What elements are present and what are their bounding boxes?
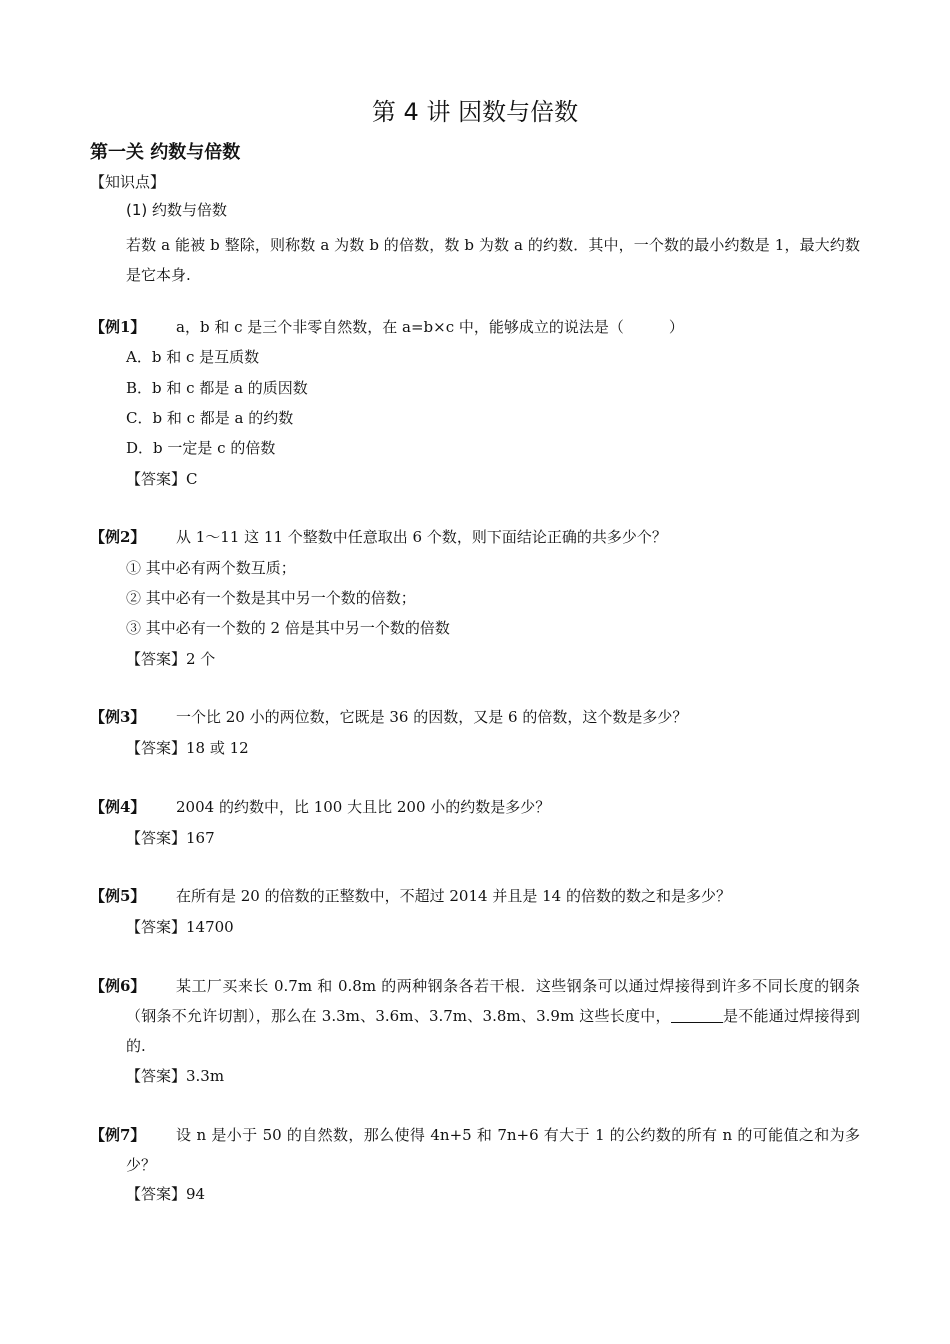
knowledge-text: 若数 a 能被 b 整除，则称数 a 为数 b 的倍数，数 b 为数 a 的约数．其中，一个数的最小约数是 1，最大约数是它本身.	[126, 236, 860, 284]
example-5-answer: 【答案】14700	[126, 918, 234, 936]
knowledge-label: 【知识点】	[90, 173, 166, 191]
example-1-option-d: D．b 一定是 c 的倍数	[126, 439, 276, 457]
example-4-question: 2004 的约数中，比 100 大且比 200 小的约数是多少？	[176, 798, 551, 816]
example-2-answer: 【答案】2 个	[126, 650, 216, 668]
example-2-label: 【例2】	[90, 528, 146, 546]
example-5-question: 在所有是 20 的倍数的正整数中，不超过 2014 并且是 14 的倍数的数之和是多少？	[176, 887, 731, 905]
example-2-statement-3: ③ 其中必有一个数的 2 倍是其中另一个数的倍数	[126, 619, 450, 637]
answer-blank	[671, 1006, 723, 1023]
knowledge-subheading: (1) 约数与倍数	[126, 201, 228, 219]
example-7-answer: 【答案】94	[126, 1185, 206, 1203]
example-2-statement-1: ① 其中必有两个数互质；	[126, 559, 296, 577]
example-7-label: 【例7】	[90, 1126, 146, 1144]
example-7-question: 设 n 是小于 50 的自然数，那么使得 4n+5 和 7n+6 有大于 1 的公约数的所有 n 的可能值之和为多少？	[126, 1126, 860, 1174]
example-2-statement-2: ② 其中必有一个数是其中另一个数的倍数；	[126, 589, 416, 607]
example-3-answer: 【答案】18 或 12	[126, 739, 249, 757]
example-4-answer: 【答案】167	[126, 829, 215, 847]
example-2-question: 从 1～11 这 11 个整数中任意取出 6 个数，则下面结论正确的共多少个？	[176, 528, 667, 546]
example-1-option-a: A．b 和 c 是互质数	[126, 348, 260, 366]
example-1-label: 【例1】	[90, 318, 146, 336]
example-1-option-c: C．b 和 c 都是 a 的约数	[126, 409, 294, 427]
example-1-question: a，b 和 c 是三个非零自然数，在 a=b×c 中，能够成立的说法是（ ）	[176, 318, 684, 336]
example-5-label: 【例5】	[90, 887, 146, 905]
example-3-label: 【例3】	[90, 708, 146, 726]
section-heading: 第一关 约数与倍数	[90, 142, 241, 163]
example-6-question-tail: 是不能通过焊接得到的.	[126, 1007, 860, 1055]
example-4-label: 【例4】	[90, 798, 146, 816]
example-6-question	[126, 971, 860, 1061]
example-6-label: 【例6】	[90, 977, 146, 995]
example-3-question: 一个比 20 小的两位数，它既是 36 的因数，又是 6 的倍数，这个数是多少？	[176, 708, 688, 726]
page-title: 第 4 讲 因数与倍数	[371, 98, 579, 126]
example-6-answer: 【答案】3.3m	[126, 1067, 225, 1085]
example-1-option-b: B．b 和 c 都是 a 的质因数	[126, 379, 308, 397]
example-6-question-text: 某工厂买来长 0.7m 和 0.8m 的两种钢条各若干根．这些钢条可以通过焊接得到许多不同长度的钢条（钢条不允许切割），那么在 3.3m、3.6m、3.7m、3.8m、3.9m 这些长度中，	[126, 977, 860, 1025]
example-1-answer: 【答案】C	[126, 470, 198, 488]
